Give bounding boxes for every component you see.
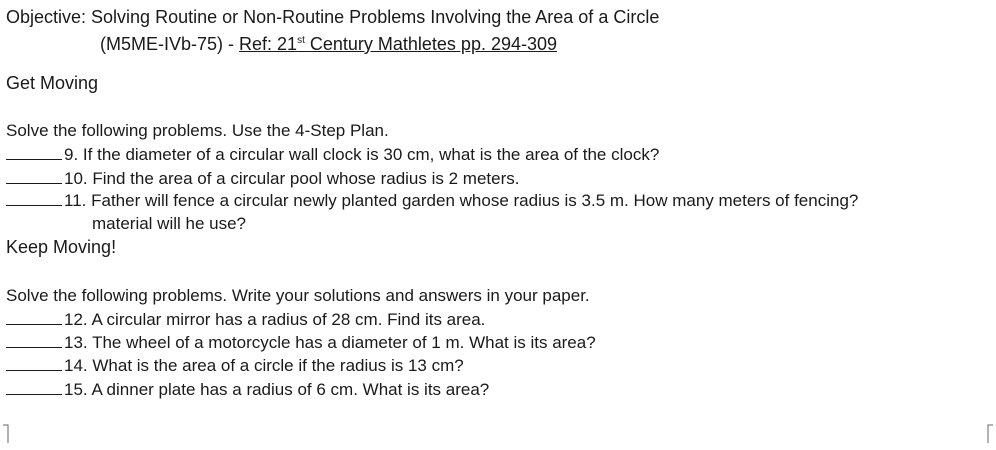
reference-text: Ref: 21st Century Mathletes pp. 294-309 bbox=[239, 34, 558, 54]
answer-blank[interactable] bbox=[6, 144, 62, 160]
problem-number: 9. bbox=[64, 145, 79, 164]
problem-number: 12. bbox=[64, 310, 88, 329]
problem-number: 11. bbox=[64, 191, 87, 210]
problem-number: 14. bbox=[64, 356, 88, 375]
objective-reference-line bbox=[100, 33, 557, 55]
problem-text: Father will fence a circular newly planted garden whose radius is 3.5 m. How many meters of fencing? bbox=[91, 191, 859, 210]
answer-blank[interactable] bbox=[6, 168, 62, 184]
problem-text: If the diameter of a circular wall clock is 30 cm, what is the area of the clock? bbox=[82, 145, 660, 164]
problem-text: A dinner plate has a radius of 6 cm. What is its area? bbox=[91, 380, 490, 399]
section-title-keep-moving: Keep Moving! bbox=[6, 237, 117, 257]
problem-item bbox=[6, 332, 596, 354]
corner-mark-right-icon bbox=[986, 424, 994, 444]
problem-number: 10. bbox=[64, 169, 88, 188]
section2-instruction: Solve the following problems. Write your solutions and answers in your paper. bbox=[6, 286, 590, 305]
problem-item bbox=[6, 355, 464, 377]
objective-label: Objective: Solving Routine or Non-Routine Problems Involving the Area of a Circle bbox=[6, 7, 660, 27]
section1-instruction: Solve the following problems. Use the 4-Step Plan. bbox=[6, 121, 389, 140]
problem-number: 13. bbox=[64, 333, 88, 352]
problem-text: What is the area of a circle if the radius is 13 cm? bbox=[92, 356, 464, 375]
competency-code: (M5ME-IVb-75) - bbox=[100, 34, 240, 54]
problem-continuation: material will he use? bbox=[92, 214, 247, 233]
problem-item bbox=[6, 144, 659, 166]
problem-item bbox=[6, 309, 485, 331]
objective-line bbox=[6, 6, 659, 28]
corner-mark-left-icon bbox=[2, 424, 10, 444]
answer-blank[interactable] bbox=[6, 332, 62, 348]
problem-text: The wheel of a motorcycle has a diameter of 1 m. What is its area? bbox=[92, 333, 596, 352]
problem-text: Find the area of a circular pool whose radius is 2 meters. bbox=[92, 169, 520, 188]
answer-blank[interactable] bbox=[6, 190, 62, 206]
problem-item bbox=[6, 190, 858, 212]
problem-item bbox=[6, 168, 519, 190]
answer-blank[interactable] bbox=[6, 355, 62, 371]
answer-blank[interactable] bbox=[6, 379, 62, 395]
answer-blank[interactable] bbox=[6, 309, 62, 325]
problem-item bbox=[6, 379, 489, 401]
section-title-get-moving: Get Moving bbox=[6, 73, 99, 93]
problem-text: A circular mirror has a radius of 28 cm. Find its area. bbox=[91, 310, 486, 329]
problem-number: 15. bbox=[64, 380, 88, 399]
